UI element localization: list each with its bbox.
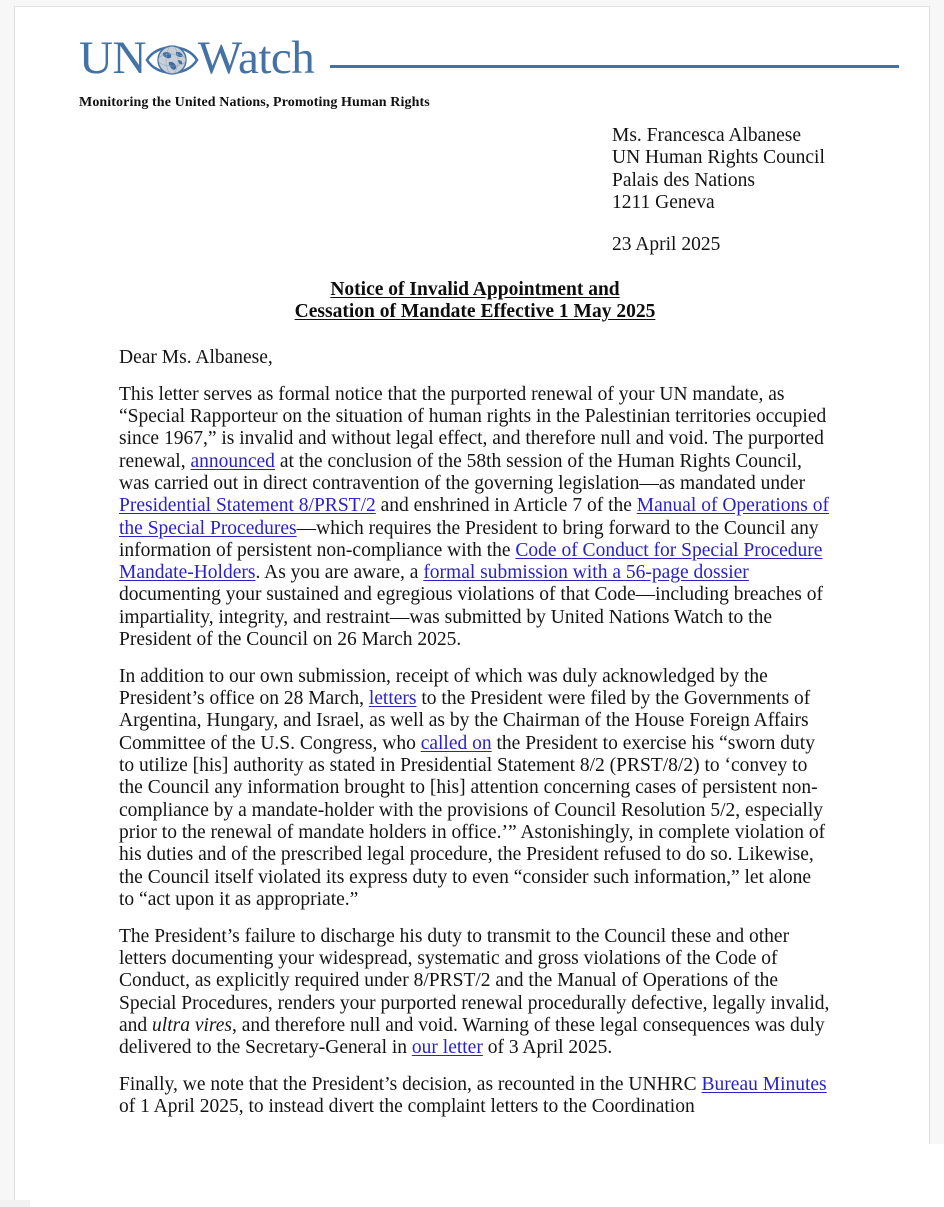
paragraph-2-text-2: to the President were filed by the Governments of Argentina, Hungary, and Israel, as well as by the Chairman of the House Foreign Affairs Committee of the U.S. Congress, who (119, 688, 811, 754)
letterhead (15, 7, 931, 117)
paragraph-1-text-3: and enshrined in Article 7 of the (375, 495, 637, 517)
paragraph-4-text-2: of 1 April 2025, to instead divert the complaint letters to the Coordination (119, 1096, 695, 1118)
paragraph-2 (119, 666, 831, 911)
link-our-letter[interactable]: our letter (411, 1037, 483, 1059)
addressee-block (612, 125, 912, 214)
un-watch-logo[interactable] (79, 33, 899, 83)
letter-paragraphs (119, 347, 831, 1119)
paragraph-3-text-2: , and therefore null and void. Warning of these legal consequences was duly delivered to the Secretary-General in (119, 1014, 825, 1059)
addressee-street: Palais des Nations (612, 169, 755, 191)
logo-text-watch: Watch (197, 32, 315, 84)
link-called-on[interactable]: called on (420, 732, 492, 754)
paragraph-1-text-2: at the conclusion of the 58th session of the Human Rights Council, was carried out in direct contravention of the governing legislation—as mandated under (119, 450, 806, 494)
letter-page (14, 6, 930, 1200)
document-title-line-2: Cessation of Mandate Effective 1 May 2025 (294, 301, 656, 323)
paragraph-3 (119, 926, 831, 1060)
link-manual-of-operations[interactable]: Manual of Operations of the Special Procedures (119, 495, 830, 539)
paragraph-1-text-5: . As you are aware, a (255, 562, 424, 584)
addressee-name: Ms. Francesca Albanese (612, 125, 801, 146)
link-announced[interactable]: announced (190, 450, 275, 472)
globe-eye-icon (145, 40, 199, 80)
logo-text-un: UN (79, 32, 146, 84)
addressee-city: 1211 Geneva (612, 191, 715, 213)
addressee-organization: UN Human Rights Council (612, 147, 825, 169)
document-title-line-1: Notice of Invalid Appointment and (330, 279, 620, 300)
paragraph-4-text-1: Finally, we note that the President’s decision, as recounted in the UNHRC (119, 1073, 702, 1095)
link-presidential-statement[interactable]: Presidential Statement 8/PRST/2 (119, 495, 376, 517)
letter-date: 23 April 2025 (612, 234, 721, 255)
paragraph-1-text-1: This letter serves as formal notice that the purported renewal of your UN mandate, as “Special Rapporteur on the situation of human rights in the Palestinian territories occupied since 1967,” is invalid and without legal effect, and therefore null and void. The purported renewal, (119, 383, 827, 472)
italic-ultra-vires: ultra vires (152, 1014, 233, 1036)
salutation: Dear Ms. Albanese, (119, 347, 273, 368)
paragraph-2-text-1: In addition to our own submission, receipt of which was duly acknowledged by the President’s office on 28 March, (119, 665, 768, 710)
link-letters[interactable]: letters (368, 688, 417, 710)
link-formal-submission[interactable]: formal submission with a 56-page dossier (423, 562, 749, 584)
paragraph-1-text-4: —which requires the President to bring forward to the Council any information of persistent non-compliance with the (119, 517, 819, 561)
paragraph-1 (119, 384, 831, 652)
letterhead-rule (330, 65, 899, 68)
paragraph-3-text-3: of 3 April 2025. (482, 1037, 613, 1059)
paragraph-2-text-3: the President to exercise his “sworn duty to utilize [his] authority as stated in Presidential Statement 8/2 (PRST/8/2) to ‘convey to the Council any information brought to [his] attention concerning cases of persistent non-compliance by a mandate-holder with the provisions of Council Resolution 5/2, especially prior to the renewal of mandate holders in office.’” Astonishingly, in complete violation of his duties and of the prescribed legal procedure, the President refused to do so. Likewise, the Council itself violated its express duty to even “consider such information,” let alone to “act upon it as appropriate.” (119, 732, 826, 910)
paragraph-4 (119, 1074, 831, 1119)
link-bureau-minutes[interactable]: Bureau Minutes (701, 1073, 827, 1095)
link-code-of-conduct[interactable]: Code of Conduct for Special Procedure Mandate-Holders (119, 539, 823, 584)
page-bottom-margin (30, 1144, 944, 1207)
document-title (119, 279, 831, 324)
letterhead-tagline: Monitoring the United Nations, Promoting Human Rights (79, 95, 430, 110)
paragraph-3-text-1: The President’s failure to discharge his duty to transmit to the Council these and other letters documenting your widespread, systematic and gross violations of the Code of Conduct, as explicitly required under 8/PRST/2 and the Manual of Operations of the Special Procedures, renders your purported renewal procedurally defective, legally invalid, and (119, 925, 830, 1036)
paragraph-1-text-6: documenting your sustained and egregious violations of that Code—including breaches of impartiality, integrity, and restraint—was submitted by United Nations Watch to the President of the Council on 26 March 2025. (119, 584, 824, 651)
